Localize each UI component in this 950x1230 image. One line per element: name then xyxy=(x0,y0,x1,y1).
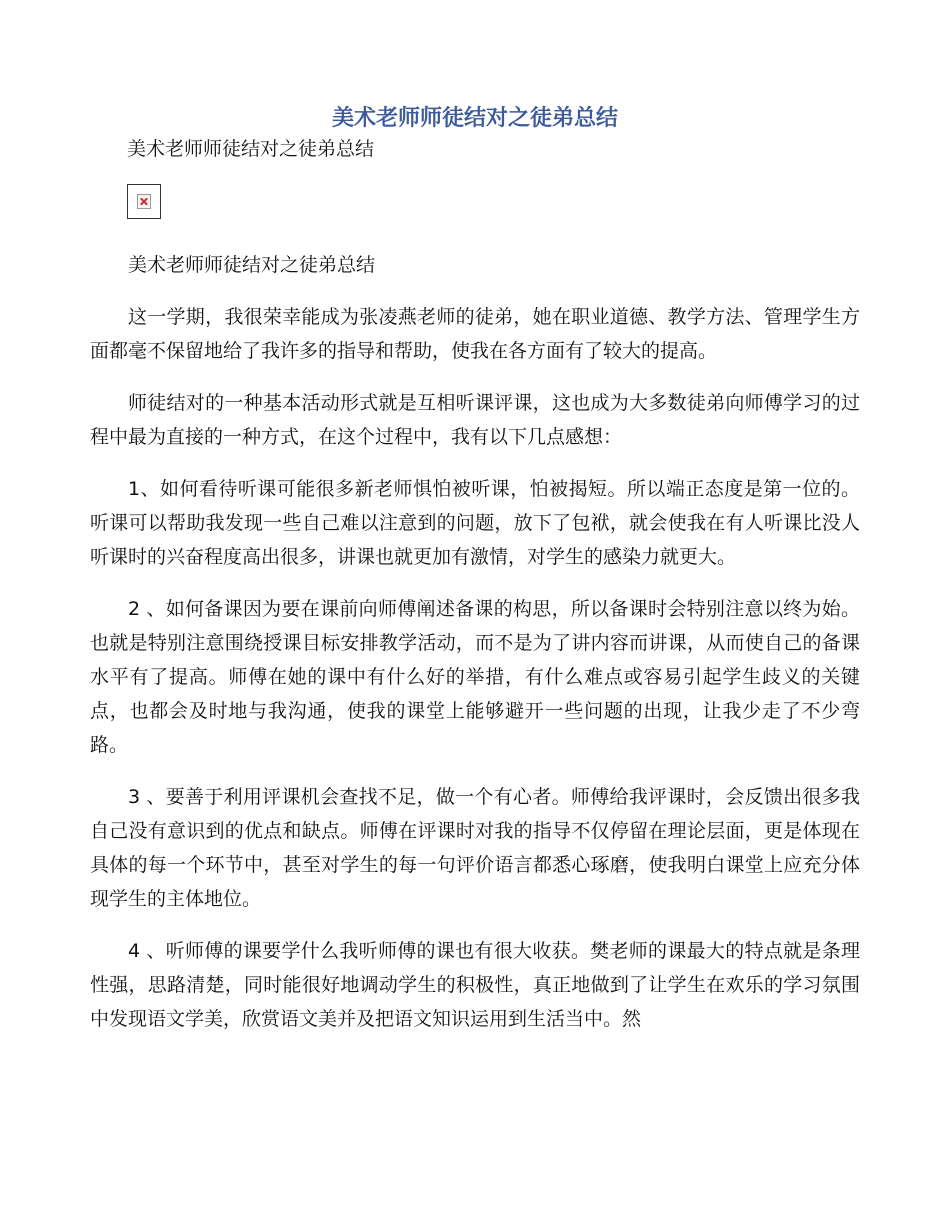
paragraph-point-3: 3 、要善于利用评课机会查找不足，做一个有心者。师傅给我评课时，会反馈出很多我自己没有意识到的优点和缺点。师傅在评课时对我的指导不仅停留在理论层面，更是体现在具体的每一个环节中，甚至对学生的每一句评价语言都悉心琢磨，使我明白课堂上应充分体现学生的主体地位。 xyxy=(90,786,860,910)
broken-image-icon xyxy=(127,184,161,219)
paragraph-intro: 这一学期，我很荣幸能成为张凌燕老师的徒弟，她在职业道德、教学方法、管理学生方面都毫不保留地给了我许多的指导和帮助，使我在各方面有了较大的提高。 xyxy=(90,306,860,362)
paragraph-point-4: 4 、听师傅的课要学什么我听师傅的课也有很大收获。樊老师的课最大的特点就是条理性强，思路清楚，同时能很好地调动学生的积极性，真正地做到了让学生在欢乐的学习氛围中发现语文学美，欣赏语文美并及把语文知识运用到生活当中。然 xyxy=(90,940,860,1030)
document-subtitle: 美术老师师徒结对之徒弟总结 xyxy=(127,138,375,160)
paragraph-point-1: 1、如何看待听课可能很多新老师惧怕被听课，怕被揭短。所以端正态度是第一位的。听课可以帮助我发现一些自己难以注意到的问题，放下了包袱，就会使我在有人听课比没人听课时的兴奋程度高出很多，讲课也就更加有激情，对学生的感染力就更大。 xyxy=(90,478,860,568)
image-error-icon xyxy=(137,194,151,209)
document-title: 美术老师师徒结对之徒弟总结 xyxy=(331,106,618,131)
paragraph-point-2: 2 、如何备课因为要在课前向师傅阐述备课的构思，所以备课时会特别注意以终为始。也就是特别注意围绕授课目标安排教学活动，而不是为了讲内容而讲课，从而使自己的备课水平有了提高。师傅在她的课中有什么好的举措，有什么难点或容易引起学生歧义的关键点，也都会及时地与我沟通，使我的课堂上能够避开一些问题的出现，让我少走了不少弯路。 xyxy=(90,598,860,756)
paragraph-heading: 美术老师师徒结对之徒弟总结 xyxy=(128,254,376,276)
document-body xyxy=(90,248,860,1054)
paragraph-feelings: 师徒结对的一种基本活动形式就是互相听课评课，这也成为大多数徒弟向师傅学习的过程中最为直接的一种方式，在这个过程中，我有以下几点感想： xyxy=(90,392,860,448)
